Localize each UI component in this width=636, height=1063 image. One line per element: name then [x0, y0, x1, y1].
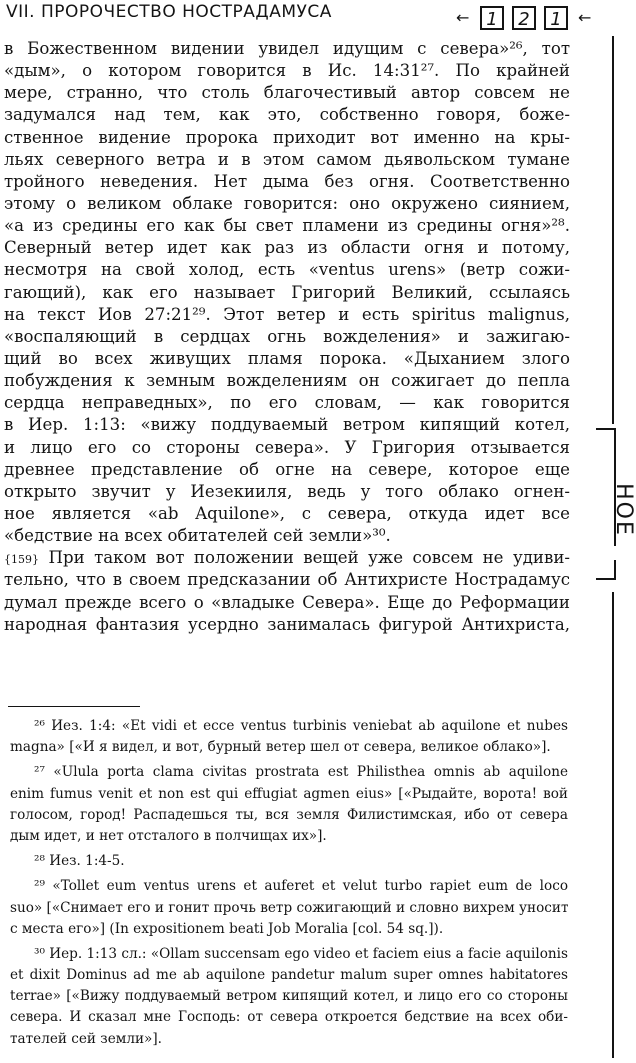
footnote-line: ²⁷ «Ulula porta clama civitas prostrata est Philisthea omnis ab aquilone	[34, 764, 568, 781]
footnote-line: et dixit Dominus ad me ab aquilone pandetur malum super omnes habitatores	[10, 967, 568, 984]
body-line: «а из средины его как бы свет пламени из средины огня»²⁸.	[4, 216, 570, 236]
page-digit: 2	[512, 6, 536, 30]
body-text	[4, 38, 570, 636]
footnote-line: enim fumus venit et non est qui effugiat agmen eius» [«Рыдайте, ворота! вой	[10, 785, 568, 802]
body-line: древнее представление об огне на севере, которое еще	[4, 459, 570, 479]
footnote-line: suo» [«Снимает его и гонит прочь ветр сожигающий и словно вихрем уносит	[10, 899, 569, 916]
body-line: на текст Иов 27:21²⁹. Этот ветер и есть spiritus malignus,	[4, 304, 570, 324]
body-line: «воспаляющий в сердцах огнь вожделения» и зажигаю-	[4, 326, 570, 346]
paragraph-line: народная фантазия усердно занималась фигурой Антихриста,	[4, 614, 570, 634]
body-line: ное является «ab Aquilone», с севера, откуда идет все	[4, 503, 570, 523]
footnote-line: тателей сей земли»].	[10, 1030, 162, 1047]
side-bracket-bottom	[596, 560, 616, 580]
body-line: в Божественном видении увидел идущим с севера»²⁶, тот	[4, 39, 570, 58]
footnote-line: ²⁸ Иез. 1:4-5.	[34, 853, 125, 870]
paragraph-text: При таком вот положении вещей уже совсем не удиви-	[48, 548, 570, 568]
footnote-line: голосом, город! Распадешься ты, вся земля Филистимская, ибо от севера	[10, 806, 568, 823]
footnote-28	[10, 851, 568, 872]
body-line: мере, странно, что столь благочестивый автор совсем не	[4, 83, 570, 103]
paragraph-marker: {159}	[4, 553, 39, 567]
body-line: гающий), как его называет Григорий Великий, ссылаясь	[4, 282, 570, 302]
body-line: ственное видение пророка приходит вот именно на кры-	[4, 127, 570, 147]
edge-rule-bottom	[612, 592, 614, 1058]
footnote-line: ²⁹ «Tollet eum ventus urens et auferet et velut turbo rapiet eum de loco	[34, 878, 568, 895]
body-line: щий во всех живущих пламя порока. «Дыханием злого	[4, 348, 570, 368]
body-line: побуждения к земным вожделениям он сожигает до пепла	[4, 371, 570, 391]
page-digit: 1	[480, 6, 504, 30]
body-line: несмотря на свой холод, есть «ventus urens» (ветр сожи-	[4, 260, 570, 280]
footnote-line: ²⁶ Иез. 1:4: «Et vidi et ecce ventus turbinis veniebat ab aquilone et nubes	[34, 718, 568, 734]
paragraph-line	[4, 547, 570, 569]
body-line: и лицо его со стороны севера». У Григория отзывается	[4, 437, 570, 457]
edge-rule-top	[612, 36, 614, 424]
page-digit: 1	[544, 6, 568, 30]
footnote-divider	[8, 706, 140, 707]
page-number	[480, 6, 572, 32]
footnote-line: ³⁰ Иер. 1:13 сл.: «Ollam succensam ego video et faciem eius a facie aquilonis	[34, 945, 568, 962]
body-line: тройного неведения. Нет дыма без огня. Соответственно	[4, 171, 570, 191]
body-line: «бедствие на всех обитателей сей земли»³⁰.	[4, 526, 391, 546]
footnote-29	[10, 876, 568, 940]
footnote-27	[10, 762, 568, 847]
arrow-left-icon: ←	[456, 8, 470, 27]
body-line: открыто звучит у Иезекииля, ведь у того облако огнен-	[4, 481, 570, 501]
body-line: льях северного ветра и в этом самом дьявольском тумане	[4, 149, 570, 169]
running-head: VII. ПРОРОЧЕСТВО НОСТРАДАМУСА	[6, 2, 332, 22]
paragraph-line: думал прежде всего о «владыке Севера». Еще до Реформации	[4, 592, 570, 612]
body-line: Северный ветер идет как раз из области огня и потому,	[4, 238, 570, 258]
side-tab-label: НОЕ	[611, 483, 636, 537]
footnote-30	[10, 944, 568, 1050]
body-line: задумался над тем, как это, собственно говоря, боже-	[4, 105, 570, 125]
footnote-line: с места его»] (In expositionem beati Job Moralia [col. 54 sq.]).	[10, 920, 444, 937]
body-line: сердца неправедных», по его словам, — как говорится	[4, 393, 570, 413]
body-line: «дым», о котором говорится в Ис. 14:31²⁷. По крайней	[4, 61, 570, 81]
footnote-line: terrae» [«Вижу поддуваемый ветром кипящий котел, и лицо его со стороны	[10, 988, 568, 1005]
paragraph-line: тельно, что в своем предсказании об Антихристе Нострадамус	[4, 570, 570, 590]
body-line: этому о великом облаке говорится: оно окружено сиянием,	[4, 193, 570, 213]
footnotes	[10, 716, 568, 1050]
body-line: в Иер. 1:13: «вижу поддуваемый ветром кипящий котел,	[4, 415, 570, 435]
footnote-line: magna» [«И я видел, и вот, бурный ветер шел от севера, великое облако»].	[10, 739, 551, 756]
footnote-line: дым идет, и нет отсталого в полчищах их»].	[10, 827, 327, 844]
footnote-line: севера. И сказал мне Господь: от севера откроется бедствие на всех оби-	[10, 1009, 568, 1026]
arrow-right-icon: ←	[578, 8, 592, 27]
footnote-26	[10, 716, 568, 758]
